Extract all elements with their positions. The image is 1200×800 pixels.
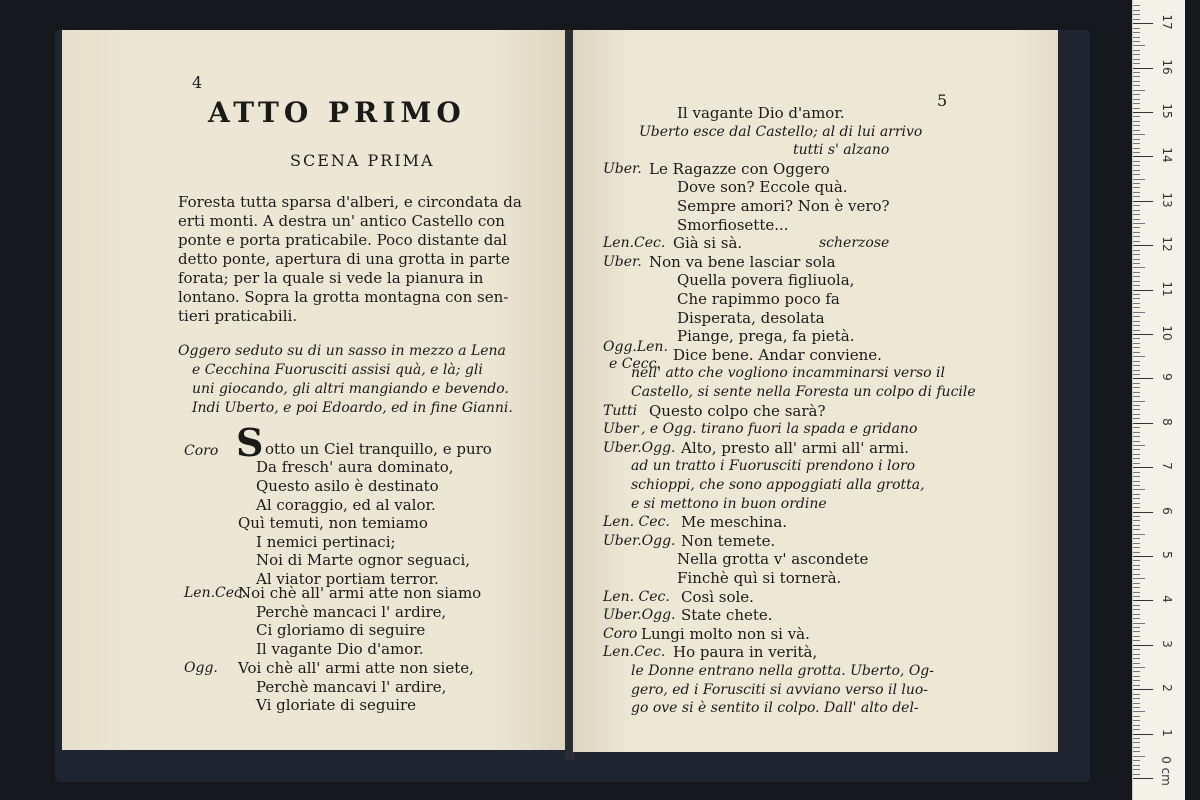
ruler-tick (1133, 219, 1140, 220)
ruler-tick (1133, 179, 1145, 180)
stage-direction-line: tutti s' alzano (793, 142, 890, 159)
ruler-tick (1133, 529, 1140, 530)
ruler-label: 11 (1160, 280, 1174, 297)
speaker-label: Len.Cec. (603, 644, 666, 661)
ruler-tick (1133, 636, 1140, 637)
ruler-tick (1133, 210, 1140, 211)
verse-line: Al coraggio, ed al valor. (256, 496, 436, 514)
ruler-tick (1133, 565, 1140, 566)
stage-direction-line: nell' atto che vogliono incamminarsi verso il (631, 365, 945, 382)
ruler-tick (1133, 23, 1153, 24)
speaker-label: Len. Cec. (603, 514, 670, 531)
stage-direction-line: e si mettono in buon ordine (631, 495, 827, 512)
ruler-tick (1133, 321, 1140, 322)
ruler-tick (1133, 703, 1140, 704)
ruler-tick (1133, 520, 1140, 521)
ruler-tick (1133, 325, 1140, 326)
ruler-tick (1133, 516, 1140, 517)
ruler-tick (1133, 370, 1140, 371)
ruler-tick (1133, 14, 1140, 15)
ruler-tick (1133, 134, 1145, 135)
ruler-tick (1133, 170, 1140, 171)
ruler-tick (1133, 290, 1153, 291)
ruler-tick (1133, 698, 1140, 699)
ruler-tick (1133, 671, 1140, 672)
ruler-tick (1133, 694, 1140, 695)
ruler-label: 16 (1160, 58, 1174, 75)
ruler-tick (1133, 383, 1140, 384)
verse-line: Ci gloriamo di seguire (256, 621, 426, 639)
ruler-tick (1133, 640, 1140, 641)
ruler-tick (1133, 236, 1140, 237)
ruler-tick (1133, 5, 1140, 6)
ruler-tick (1133, 259, 1140, 260)
ruler-tick (1133, 347, 1140, 348)
ruler-tick (1133, 232, 1140, 233)
ruler-tick (1133, 596, 1140, 597)
ruler-tick (1133, 742, 1140, 743)
ruler-tick (1133, 707, 1140, 708)
direction-line: Oggero seduto su di un sasso in mezzo a Lena (178, 343, 506, 359)
verse-line: Quella povera figliuola, (677, 271, 855, 290)
ruler-tick (1133, 627, 1140, 628)
ruler-tick (1133, 108, 1140, 109)
verse-line: Dove son? Eccole quà. (677, 178, 848, 197)
speaker-label: Len. Cec. (603, 588, 670, 605)
ruler-tick (1133, 227, 1140, 228)
drop-cap: S (236, 420, 264, 465)
ruler-tick (1133, 303, 1140, 304)
speaker-label: Uber.Ogg. (603, 607, 676, 624)
description-line: forata; per la quale si vede la pianura in (178, 269, 484, 287)
ruler-tick (1133, 574, 1140, 575)
ruler-tick (1133, 76, 1140, 77)
aside-direction: scherzose (819, 235, 890, 252)
ruler-label: 9 (1160, 373, 1174, 382)
verse-line: Questo asilo è destinato (256, 477, 439, 495)
ruler-tick (1133, 427, 1140, 428)
verse-line: Ho paura in verità, (673, 643, 818, 662)
verse-line: Noi di Marte ognor seguaci, (256, 551, 471, 569)
verse-line: State chete. (681, 606, 773, 625)
verse-line: Già si sà. (673, 234, 743, 253)
verse-line: Vi gloriate di seguire (256, 696, 416, 714)
verse-line: Noi chè all' armi atte non siamo (238, 584, 482, 602)
ruler-tick (1133, 294, 1140, 295)
ruler-tick (1133, 374, 1140, 375)
ruler-tick (1133, 600, 1153, 601)
ruler-tick (1133, 90, 1145, 91)
ruler-tick (1133, 507, 1140, 508)
ruler-tick (1133, 396, 1140, 397)
ruler-tick (1133, 250, 1140, 251)
ruler-tick (1133, 729, 1140, 730)
direction-line: uni giocando, gli altri mangiando e bevendo. (192, 381, 509, 397)
ruler-tick (1133, 711, 1145, 712)
ruler-tick (1133, 503, 1140, 504)
stage-direction-line: go ove si è sentito il colpo. Dall' alto del- (631, 700, 919, 717)
verse-line: Alto, presto all' armi all' armi. (681, 438, 910, 457)
ruler-label: 5 (1160, 551, 1174, 559)
ruler-tick (1133, 498, 1140, 499)
verse-line: Non va bene lasciar sola (649, 252, 836, 271)
ruler-tick (1133, 156, 1153, 157)
ruler-tick (1133, 538, 1140, 539)
ruler-tick (1133, 81, 1140, 82)
ruler-tick (1133, 59, 1140, 60)
ruler-tick (1133, 418, 1140, 419)
ruler-tick (1133, 307, 1140, 308)
ruler-label: 15 (1160, 103, 1174, 119)
ruler-tick (1133, 94, 1140, 95)
ruler-tick (1133, 441, 1140, 442)
ruler-tick (1133, 467, 1153, 468)
ruler-tick (1133, 485, 1140, 486)
ruler-tick (1133, 148, 1140, 149)
ruler-label: 7 (1160, 462, 1174, 470)
ruler-tick (1133, 756, 1145, 757)
ruler-tick (1133, 645, 1153, 646)
ruler-label: 4 (1160, 595, 1174, 604)
left-page (62, 30, 567, 750)
verse-line: I nemici pertinaci; (256, 533, 396, 551)
ruler-tick (1133, 241, 1140, 242)
ruler-tick (1133, 454, 1140, 455)
ruler-tick (1133, 54, 1140, 55)
ruler-label: 8 (1160, 417, 1174, 426)
ruler-tick (1133, 445, 1145, 446)
ruler-label: 3 (1160, 639, 1174, 648)
ruler-tick (1133, 512, 1153, 513)
verse-line: Piange, prega, fa pietà. (677, 327, 855, 346)
ruler-tick (1133, 365, 1140, 366)
ruler-tick (1133, 534, 1145, 535)
speaker-label: e Cecc. (609, 355, 661, 372)
ruler-tick (1133, 578, 1145, 579)
ruler-tick (1133, 583, 1140, 584)
verse-line: Il vagante Dio d'amor. (677, 104, 845, 122)
verse-line: Perchè mancaci l' ardire, (256, 603, 447, 621)
ruler-tick (1133, 116, 1140, 117)
ruler-tick (1133, 592, 1140, 593)
ruler-tick (1133, 663, 1140, 664)
ruler-tick (1133, 334, 1153, 335)
ruler-tick (1133, 552, 1140, 553)
scene-title: SCENA PRIMA (290, 151, 435, 170)
ruler-tick (1133, 263, 1140, 264)
ruler-tick (1133, 676, 1140, 677)
ruler-label: 12 (1160, 236, 1174, 252)
ruler-tick (1133, 316, 1140, 317)
speaker-label: Uber.Ogg. (603, 439, 676, 456)
verse-line: Le Ragazze con Oggero (649, 159, 830, 178)
ruler-tick (1133, 392, 1140, 393)
ruler-tick (1133, 747, 1140, 748)
ruler-tick (1133, 605, 1140, 606)
ruler-tick (1133, 760, 1140, 761)
ruler-tick (1133, 361, 1140, 362)
ruler-tick (1133, 689, 1153, 690)
ruler-tick (1133, 19, 1140, 20)
ruler-tick (1133, 769, 1140, 770)
ruler-tick (1133, 409, 1140, 410)
speaker-label: Uber. (603, 160, 642, 177)
ruler-tick (1133, 285, 1140, 286)
ruler-tick (1133, 680, 1140, 681)
verse-line: Smorfiosette... (677, 215, 789, 234)
ruler-tick (1133, 298, 1140, 299)
measuring-ruler (1132, 0, 1185, 800)
ruler-tick (1133, 618, 1140, 619)
stage-direction-line: Uberto esce dal Castello; al di lui arrivo (639, 123, 923, 140)
speaker-label: Uber (603, 421, 639, 438)
ruler-tick (1133, 560, 1140, 561)
page-number-left: 4 (192, 73, 203, 92)
ruler-tick (1133, 778, 1153, 779)
ruler-tick (1133, 45, 1145, 46)
verse-line: Non temete. (681, 531, 776, 550)
ruler-tick (1133, 436, 1140, 437)
ruler-tick (1133, 649, 1140, 650)
verse-line: Voi chè all' armi atte non siete, (238, 659, 474, 677)
ruler-tick (1133, 725, 1140, 726)
ruler-tick (1133, 556, 1153, 557)
ruler-tick (1133, 10, 1140, 11)
ruler-tick (1133, 201, 1153, 202)
page-number-right: 5 (937, 91, 948, 110)
speaker-label: Uber.Ogg. (603, 532, 676, 549)
ruler-tick (1133, 489, 1145, 490)
ruler-tick (1133, 609, 1140, 610)
ruler-tick (1133, 387, 1140, 388)
ruler-tick (1133, 312, 1145, 313)
ruler-tick (1133, 165, 1140, 166)
ruler-tick (1133, 423, 1153, 424)
ruler-label: 6 (1160, 506, 1174, 515)
ruler-tick (1133, 463, 1140, 464)
ruler-tick (1133, 245, 1153, 246)
ruler-tick (1133, 37, 1140, 38)
stage-direction-line: le Donne entrano nella grotta. Uberto, Og- (631, 663, 934, 679)
ruler-tick (1133, 405, 1140, 406)
ruler-tick (1133, 481, 1140, 482)
stage-direction-line: Castello, si sente nella Foresta un colpo di fucile (631, 384, 976, 400)
verse-line: Il vagante Dio d'amor. (256, 640, 424, 658)
ruler-tick (1133, 32, 1140, 33)
verse-line: Disperata, desolata (677, 308, 825, 327)
ruler-tick (1133, 281, 1140, 282)
ruler-tick (1133, 774, 1140, 775)
ruler-tick (1133, 72, 1140, 73)
description-line: detto ponte, apertura di una grotta in parte (178, 250, 510, 268)
ruler-tick (1133, 205, 1140, 206)
speaker-label: Coro (603, 625, 638, 642)
ruler-label: 2 (1160, 684, 1174, 692)
ruler-tick (1133, 476, 1140, 477)
ruler-tick (1133, 103, 1140, 104)
verse-line: otto un Ciel tranquillo, e puro (265, 440, 492, 458)
ruler-tick (1133, 569, 1140, 570)
stage-direction-line: , e Ogg. tirano fuori la spada e gridano (641, 421, 918, 438)
speaker-label: Ogg.Len. (603, 338, 668, 355)
speaker-label: Len.Cec. (603, 235, 666, 252)
stage-direction-line: schioppi, che sono appoggiati alla grotta, (631, 477, 925, 493)
direction-line: Indi Uberto, e poi Edoardo, ed in fine Gianni. (192, 400, 513, 416)
verse-line: Dice bene. Andar conviene. (673, 345, 882, 364)
ruler-tick (1133, 130, 1140, 131)
ruler-tick (1133, 68, 1153, 69)
speaker-label: Len.Cec. (184, 585, 247, 601)
ruler-tick (1133, 494, 1140, 495)
ruler-label: 17 (1160, 14, 1174, 30)
ruler-tick (1133, 196, 1140, 197)
ruler-tick (1133, 587, 1140, 588)
ruler-tick (1133, 414, 1140, 415)
ruler-tick (1133, 658, 1140, 659)
ruler-tick (1133, 214, 1140, 215)
description-line: lontano. Sopra la grotta montagna con sen- (178, 288, 509, 306)
ruler-tick (1133, 751, 1140, 752)
verse-line: Finchè quì si tornerà. (677, 569, 842, 587)
description-line: tieri praticabili. (178, 307, 298, 325)
ruler-label: 13 (1160, 192, 1174, 208)
verse-line: Perchè mancavi l' ardire, (256, 678, 447, 696)
ruler-tick (1133, 174, 1140, 175)
ruler-tick (1133, 272, 1140, 273)
ruler-tick (1133, 192, 1140, 193)
ruler-tick (1133, 472, 1140, 473)
verse-line: Sempre amori? Non è vero? (677, 197, 890, 215)
ruler-tick (1133, 623, 1145, 624)
right-page (573, 30, 1058, 752)
ruler-label: 14 (1160, 147, 1174, 164)
verse-line: Quì temuti, non temiamo (238, 514, 428, 532)
ruler-tick (1133, 654, 1140, 655)
ruler-tick (1133, 276, 1140, 277)
ruler-tick (1133, 614, 1140, 615)
ruler-tick (1133, 734, 1153, 735)
ruler-tick (1133, 161, 1140, 162)
ruler-tick (1133, 85, 1140, 86)
ruler-tick (1133, 685, 1140, 686)
ruler-tick (1133, 50, 1140, 51)
ruler-tick (1133, 401, 1145, 402)
ruler-tick (1133, 458, 1140, 459)
ruler-tick (1133, 547, 1140, 548)
direction-line: e Cecchina Fuorusciti assisi quà, e là; gli (192, 362, 483, 378)
ruler-tick (1133, 432, 1140, 433)
stage-direction-line: gero, ed i Forusciti si avviano verso il luo- (631, 681, 929, 698)
ruler-tick (1133, 187, 1140, 188)
verse-line: Nella grotta v' ascondete (677, 550, 869, 569)
ruler-tick (1133, 352, 1140, 353)
ruler-tick (1133, 139, 1140, 140)
ruler-tick (1133, 143, 1140, 144)
ruler-tick (1133, 449, 1140, 450)
ruler-tick (1133, 338, 1140, 339)
stage-direction-line: ad un tratto i Fuorusciti prendono i loro (631, 458, 916, 475)
ruler-tick (1133, 765, 1140, 766)
ruler-tick (1133, 28, 1140, 29)
ruler-tick (1133, 378, 1153, 379)
ruler-tick (1133, 356, 1145, 357)
verse-line: Da fresch' aura dominato, (256, 458, 454, 476)
ruler-tick (1133, 183, 1140, 184)
ruler-tick (1133, 99, 1140, 100)
ruler-label: 0 cm (1159, 756, 1173, 786)
ruler-tick (1133, 720, 1140, 721)
speaker-label: Tutti (603, 402, 638, 419)
verse-line: Al viator portiam terror. (256, 570, 439, 588)
ruler-tick (1133, 738, 1140, 739)
ruler-tick (1133, 63, 1140, 64)
ruler-tick (1133, 525, 1140, 526)
ruler-tick (1133, 41, 1140, 42)
verse-line: Me meschina. (681, 513, 788, 532)
verse-line: Questo colpo che sarà? (649, 401, 826, 420)
ruler-tick (1133, 343, 1140, 344)
ruler-tick (1133, 152, 1140, 153)
description-line: ponte e porta praticabile. Poco distante dal (178, 231, 508, 249)
ruler-tick (1133, 112, 1153, 113)
description-line: Foresta tutta sparsa d'alberi, e circondata da (178, 193, 522, 211)
ruler-tick (1133, 330, 1140, 331)
ruler-tick (1133, 631, 1140, 632)
ruler-tick (1133, 716, 1140, 717)
ruler-tick (1133, 543, 1140, 544)
speaker-label: Ogg. (184, 660, 218, 676)
verse-line: Così sole. (681, 587, 754, 606)
ruler-tick (1133, 223, 1145, 224)
speaker-label: Uber. (603, 253, 642, 270)
ruler-label: 1 (1160, 728, 1174, 737)
ruler-label: 10 (1160, 325, 1174, 341)
act-title: ATTO PRIMO (208, 96, 466, 129)
ruler-tick (1133, 121, 1140, 122)
ruler-tick (1133, 267, 1145, 268)
ruler-tick (1133, 667, 1145, 668)
description-line: erti monti. A destra un' antico Castello con (178, 212, 505, 230)
speaker-label: Coro (184, 443, 219, 459)
verse-line: Lungi molto non si và. (641, 624, 810, 643)
verse-line: Che rapimmo poco fa (677, 290, 840, 308)
ruler-tick (1133, 254, 1140, 255)
ruler-tick (1133, 125, 1140, 126)
